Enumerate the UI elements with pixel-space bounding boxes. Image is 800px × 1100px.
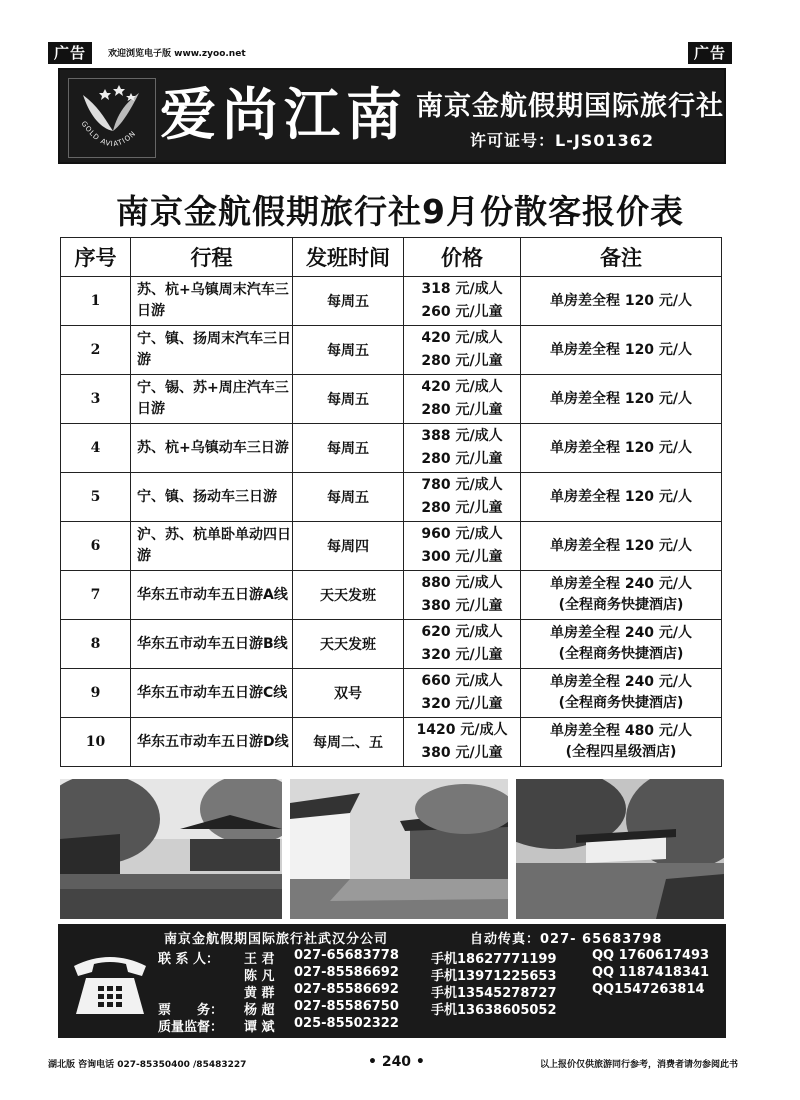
single-room-supplement: 单房差全程 120 元/人 bbox=[549, 292, 693, 309]
route-cell: 宁、锡、苏+周庄汽车三日游 bbox=[131, 375, 293, 424]
price-cell bbox=[404, 571, 521, 620]
schedule-cell: 双号 bbox=[293, 669, 404, 718]
row-number: 10 bbox=[61, 718, 131, 767]
child-price: 280 元/儿童 bbox=[421, 353, 503, 369]
contact-mobile[interactable]: 手机13971225653 bbox=[431, 969, 557, 984]
row-number: 8 bbox=[61, 620, 131, 669]
price-cell bbox=[404, 669, 521, 718]
single-room-supplement: 单房差全程 120 元/人 bbox=[549, 488, 693, 505]
child-price: 380 元/儿童 bbox=[421, 598, 503, 614]
note-cell bbox=[521, 522, 722, 571]
contact-role: 票 务： bbox=[158, 1003, 224, 1018]
contact-role: 质量监督： bbox=[158, 1020, 224, 1035]
willow-riverside-photo bbox=[516, 779, 724, 919]
header-schedule: 发班时间 bbox=[293, 238, 404, 277]
row-number: 7 bbox=[61, 571, 131, 620]
single-room-supplement: 单房差全程 120 元/人 bbox=[549, 390, 693, 407]
single-room-supplement: 单房差全程 240 元/人 bbox=[549, 625, 693, 641]
header-route: 行程 bbox=[131, 238, 293, 277]
table-row bbox=[61, 571, 722, 620]
note-cell bbox=[521, 473, 722, 522]
ad-label-right: 广告 bbox=[688, 42, 732, 64]
adult-price: 420 元/成人 bbox=[421, 379, 503, 395]
table-row bbox=[61, 522, 722, 571]
child-price: 380 元/儿童 bbox=[421, 745, 503, 761]
header-note: 备注 bbox=[521, 238, 722, 277]
note-cell bbox=[521, 620, 722, 669]
canal-town-photo bbox=[290, 779, 508, 919]
single-room-supplement: 单房差全程 240 元/人 bbox=[549, 674, 693, 690]
schedule-cell: 天天发班 bbox=[293, 620, 404, 669]
adult-price: 780 元/成人 bbox=[421, 477, 503, 493]
adult-price: 960 元/成人 bbox=[421, 526, 503, 542]
hotel-note: (全程四星级酒店) bbox=[565, 744, 677, 760]
adult-price: 620 元/成人 bbox=[421, 624, 503, 640]
note-cell bbox=[521, 375, 722, 424]
child-price: 280 元/儿童 bbox=[421, 451, 503, 467]
brand-banner bbox=[58, 68, 726, 164]
note-cell bbox=[521, 669, 722, 718]
schedule-cell: 每周四 bbox=[293, 522, 404, 571]
row-number: 5 bbox=[61, 473, 131, 522]
schedule-cell: 天天发班 bbox=[293, 571, 404, 620]
row-number: 1 bbox=[61, 277, 131, 326]
child-price: 280 元/儿童 bbox=[421, 500, 503, 516]
note-cell bbox=[521, 718, 722, 767]
route-cell: 华东五市动车五日游A线 bbox=[131, 571, 293, 620]
child-price: 320 元/儿童 bbox=[421, 696, 503, 712]
price-cell bbox=[404, 620, 521, 669]
contact-phone[interactable]: 027-65683778 bbox=[294, 948, 399, 963]
disclaimer: 以上报价仅供旅游同行参考，消费者请勿参阅此书 bbox=[539, 1060, 738, 1070]
contact-name: 陈 凡 bbox=[244, 969, 275, 984]
single-room-supplement: 单房差全程 120 元/人 bbox=[549, 439, 693, 456]
child-price: 260 元/儿童 bbox=[421, 304, 503, 320]
single-room-supplement: 单房差全程 480 元/人 bbox=[549, 723, 693, 739]
price-cell bbox=[404, 522, 521, 571]
schedule-cell: 每周五 bbox=[293, 375, 404, 424]
adult-price: 660 元/成人 bbox=[421, 673, 503, 689]
contact-name: 杨 超 bbox=[244, 1003, 275, 1018]
price-cell bbox=[404, 424, 521, 473]
route-cell: 宁、镇、扬动车三日游 bbox=[131, 473, 293, 522]
welcome-text[interactable]: 欢迎浏览电子版 www.zyoo.net bbox=[108, 49, 246, 59]
contact-name: 谭 斌 bbox=[244, 1020, 275, 1035]
adult-price: 388 元/成人 bbox=[421, 428, 503, 444]
note-cell bbox=[521, 424, 722, 473]
table-row bbox=[61, 375, 722, 424]
table-row bbox=[61, 277, 722, 326]
price-table bbox=[60, 237, 722, 767]
child-price: 280 元/儿童 bbox=[421, 402, 503, 418]
svg-text:GOLD AVIATION: GOLD AVIATION bbox=[79, 119, 138, 149]
price-cell bbox=[404, 326, 521, 375]
contact-phone[interactable]: 025-85502322 bbox=[294, 1016, 399, 1031]
contact-phone[interactable]: 027-85586692 bbox=[294, 965, 399, 980]
price-cell bbox=[404, 375, 521, 424]
page-footer bbox=[48, 1054, 738, 1072]
contact-mobile[interactable]: 手机13638605052 bbox=[431, 1003, 557, 1018]
table-row bbox=[61, 620, 722, 669]
edition-hotline: 湖北版 咨询电话 027-85350400 /85483227 bbox=[48, 1060, 247, 1070]
top-bar bbox=[48, 42, 732, 64]
adult-price: 1420 元/成人 bbox=[416, 722, 508, 738]
hotel-note: (全程商务快捷酒店) bbox=[558, 646, 684, 662]
table-row bbox=[61, 424, 722, 473]
hotel-note: (全程商务快捷酒店) bbox=[558, 695, 684, 711]
contact-name: 王 君 bbox=[244, 952, 275, 967]
agency-name: 南京金航假期国际旅行社 bbox=[416, 91, 724, 122]
child-price: 320 元/儿童 bbox=[421, 647, 503, 663]
hotel-note: (全程商务快捷酒店) bbox=[558, 597, 684, 613]
row-number: 9 bbox=[61, 669, 131, 718]
row-number: 6 bbox=[61, 522, 131, 571]
contact-role: 联 系 人： bbox=[158, 952, 220, 967]
route-cell: 华东五市动车五日游B线 bbox=[131, 620, 293, 669]
page-number: • 240 • bbox=[368, 1054, 425, 1070]
header-price: 价格 bbox=[404, 238, 521, 277]
price-cell bbox=[404, 718, 521, 767]
table-row bbox=[61, 669, 722, 718]
single-room-supplement: 单房差全程 120 元/人 bbox=[549, 341, 693, 358]
schedule-cell: 每周二、五 bbox=[293, 718, 404, 767]
garden-pavilion-photo bbox=[60, 779, 282, 919]
schedule-cell: 每周五 bbox=[293, 277, 404, 326]
contact-qq[interactable]: QQ 1760617493 bbox=[592, 948, 710, 963]
route-cell: 宁、镇、扬周末汽车三日游 bbox=[131, 326, 293, 375]
table-header-row bbox=[61, 238, 722, 277]
route-cell: 苏、杭+乌镇周末汽车三日游 bbox=[131, 277, 293, 326]
row-number: 4 bbox=[61, 424, 131, 473]
adult-price: 420 元/成人 bbox=[421, 330, 503, 346]
child-price: 300 元/儿童 bbox=[421, 549, 503, 565]
telephone-icon bbox=[68, 948, 152, 1018]
row-number: 3 bbox=[61, 375, 131, 424]
auto-fax: 自动传真：027- 65683798 bbox=[470, 932, 663, 947]
price-cell bbox=[404, 473, 521, 522]
route-cell: 华东五市动车五日游D线 bbox=[131, 718, 293, 767]
route-cell: 苏、杭+乌镇动车三日游 bbox=[131, 424, 293, 473]
ad-label-left: 广告 bbox=[48, 42, 92, 64]
branch-company-name: 南京金航假期国际旅行社武汉分公司 bbox=[164, 932, 389, 947]
photo-strip bbox=[60, 779, 724, 919]
contact-mobile[interactable]: 手机13545278727 bbox=[431, 986, 557, 1001]
adult-price: 880 元/成人 bbox=[421, 575, 503, 591]
table-row bbox=[61, 473, 722, 522]
schedule-cell: 每周五 bbox=[293, 424, 404, 473]
note-cell bbox=[521, 571, 722, 620]
row-number: 2 bbox=[61, 326, 131, 375]
contact-panel bbox=[58, 924, 726, 1038]
license-number: 许可证号：L-JS01362 bbox=[470, 131, 654, 150]
single-room-supplement: 单房差全程 120 元/人 bbox=[549, 537, 693, 554]
brand-title: 爱尚江南 bbox=[160, 82, 408, 148]
note-cell bbox=[521, 277, 722, 326]
schedule-cell: 每周五 bbox=[293, 326, 404, 375]
gold-aviation-logo bbox=[68, 78, 156, 158]
contact-name: 黄 群 bbox=[244, 986, 275, 1001]
schedule-cell: 每周五 bbox=[293, 473, 404, 522]
page-title: 南京金航假期旅行社9月份散客报价表 bbox=[116, 192, 684, 231]
route-cell: 沪、苏、杭单卧单动四日游 bbox=[131, 522, 293, 571]
contact-qq[interactable]: QQ 1187418341 bbox=[592, 965, 710, 980]
route-cell: 华东五市动车五日游C线 bbox=[131, 669, 293, 718]
single-room-supplement: 单房差全程 240 元/人 bbox=[549, 576, 693, 592]
price-cell bbox=[404, 277, 521, 326]
adult-price: 318 元/成人 bbox=[421, 281, 503, 297]
contact-qq[interactable]: QQ1547263814 bbox=[592, 982, 705, 997]
header-no: 序号 bbox=[61, 238, 131, 277]
contact-phone[interactable]: 027-85586692 bbox=[294, 982, 399, 997]
wing-logo-icon bbox=[69, 79, 155, 157]
contact-mobile[interactable]: 手机18627771199 bbox=[431, 952, 557, 967]
note-cell bbox=[521, 326, 722, 375]
contact-phone[interactable]: 027-85586750 bbox=[294, 999, 399, 1014]
table-row bbox=[61, 326, 722, 375]
table-row bbox=[61, 718, 722, 767]
